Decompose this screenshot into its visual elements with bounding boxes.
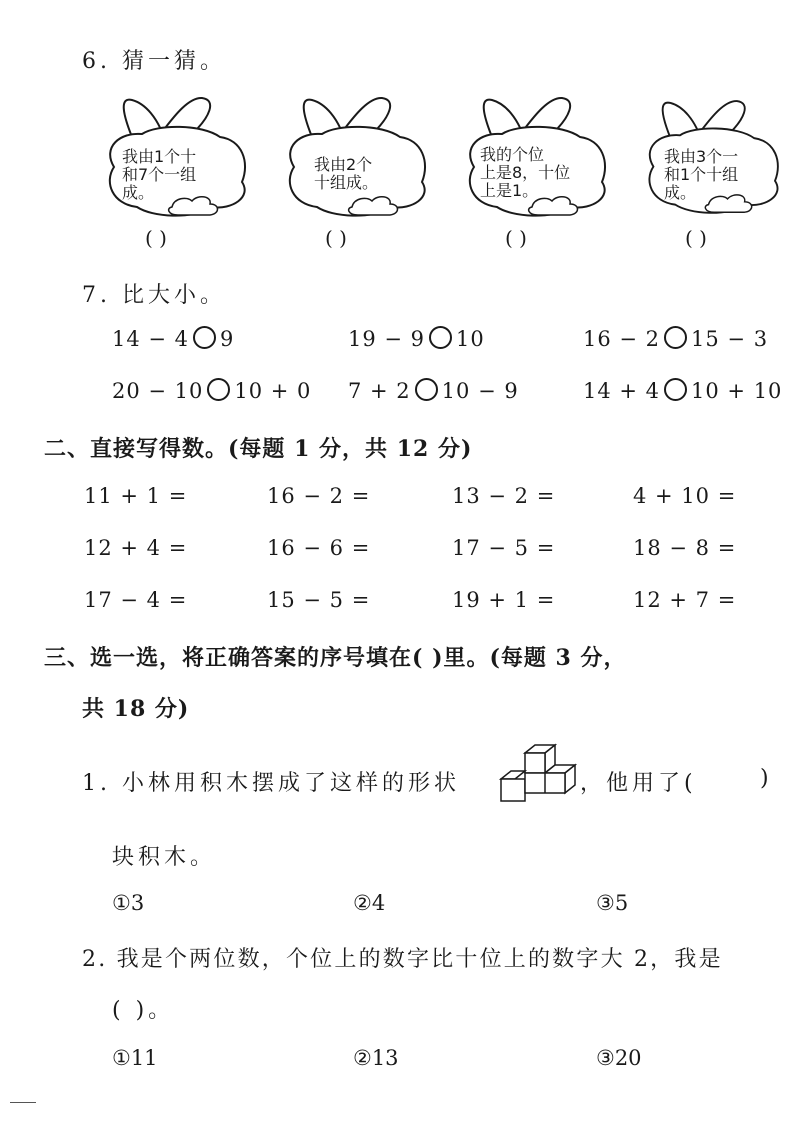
option-2[interactable]: ②13 [353,1046,399,1070]
compare-left: 7 + 2 [348,379,411,403]
q3-2-line2: ( )。 [112,998,175,1023]
q3-1-paren-close: ) [760,766,773,791]
section-3-title-cont: 共 18 分) [82,696,190,722]
option-1[interactable]: ①3 [112,891,145,915]
answer-blank-2[interactable]: ( ) [325,226,347,250]
compare-right: 10 [456,327,485,351]
compare-circle[interactable] [664,326,687,349]
calc-item: 17 − 4 = [84,588,188,612]
compare-right: 10 − 9 [441,379,519,403]
compare-left: 19 − 9 [348,327,426,351]
q6-title: 6. 猜一猜。 [82,49,226,74]
calc-item: 4 + 10 = [633,484,737,508]
answer-blank-1[interactable]: ( ) [145,226,167,250]
bubble-2-text: 我由2个 十组成。 [314,155,379,192]
calc-item: 17 − 5 = [452,536,556,560]
option-2[interactable]: ②4 [353,891,386,915]
compare-circle[interactable] [664,378,687,401]
compare-right: 10 + 10 [691,379,783,403]
compare-circle[interactable] [193,326,216,349]
answer-blank-4[interactable]: ( ) [685,226,707,250]
compare-left: 14 + 4 [583,379,661,403]
option-3[interactable]: ③20 [596,1046,642,1070]
compare-item [583,326,768,351]
calc-item: 11 + 1 = [84,484,188,508]
compare-left: 16 − 2 [583,327,661,351]
calc-item: 13 − 2 = [452,484,556,508]
option-1[interactable]: ①11 [112,1046,158,1070]
q7-title: 7. 比大小。 [82,283,226,308]
section-2-title: 二、直接写得数。(每题 1 分，共 12 分) [44,436,473,462]
q3-1-text: 1. 小林用积木摆成了这样的形状 [82,771,460,796]
bubble-1-text: 我由1个十 和7个一组 成。 [122,147,197,202]
compare-item [583,378,782,403]
calc-item: 12 + 4 = [84,536,188,560]
q3-1-text-after: ，他用了( [580,771,697,796]
bubble-4-text: 我由3个一 和1个十组 成。 [664,147,739,202]
compare-item [112,326,234,351]
compare-left: 14 − 4 [112,327,190,351]
calc-item: 12 + 7 = [633,588,737,612]
compare-circle[interactable] [415,378,438,401]
compare-item [348,326,485,351]
compare-circle[interactable] [207,378,230,401]
compare-item [348,378,519,403]
page-corner-rule [10,1102,36,1103]
q3-2-text: 2. 我是个两位数，个位上的数字比十位上的数字大 2，我是 [82,947,723,972]
calc-item: 16 − 6 = [267,536,371,560]
answer-blank-3[interactable]: ( ) [505,226,527,250]
option-3[interactable]: ③5 [596,891,629,915]
compare-item [112,378,311,403]
q3-1-line2: 块积木。 [112,845,217,870]
compare-right: 15 − 3 [691,327,769,351]
compare-circle[interactable] [429,326,452,349]
cube-blocks-icon [498,743,578,803]
bubble-3-text: 我的个位 上是8，十位 上是1。 [480,145,571,200]
calc-item: 16 − 2 = [267,484,371,508]
compare-left: 20 − 10 [112,379,204,403]
calc-item: 19 + 1 = [452,588,556,612]
compare-right: 9 [220,327,235,351]
calc-item: 15 − 5 = [267,588,371,612]
section-3-title: 三、选一选，将正确答案的序号填在( )里。(每题 3 分， [44,645,627,671]
calc-item: 18 − 8 = [633,536,737,560]
compare-right: 10 + 0 [234,379,312,403]
